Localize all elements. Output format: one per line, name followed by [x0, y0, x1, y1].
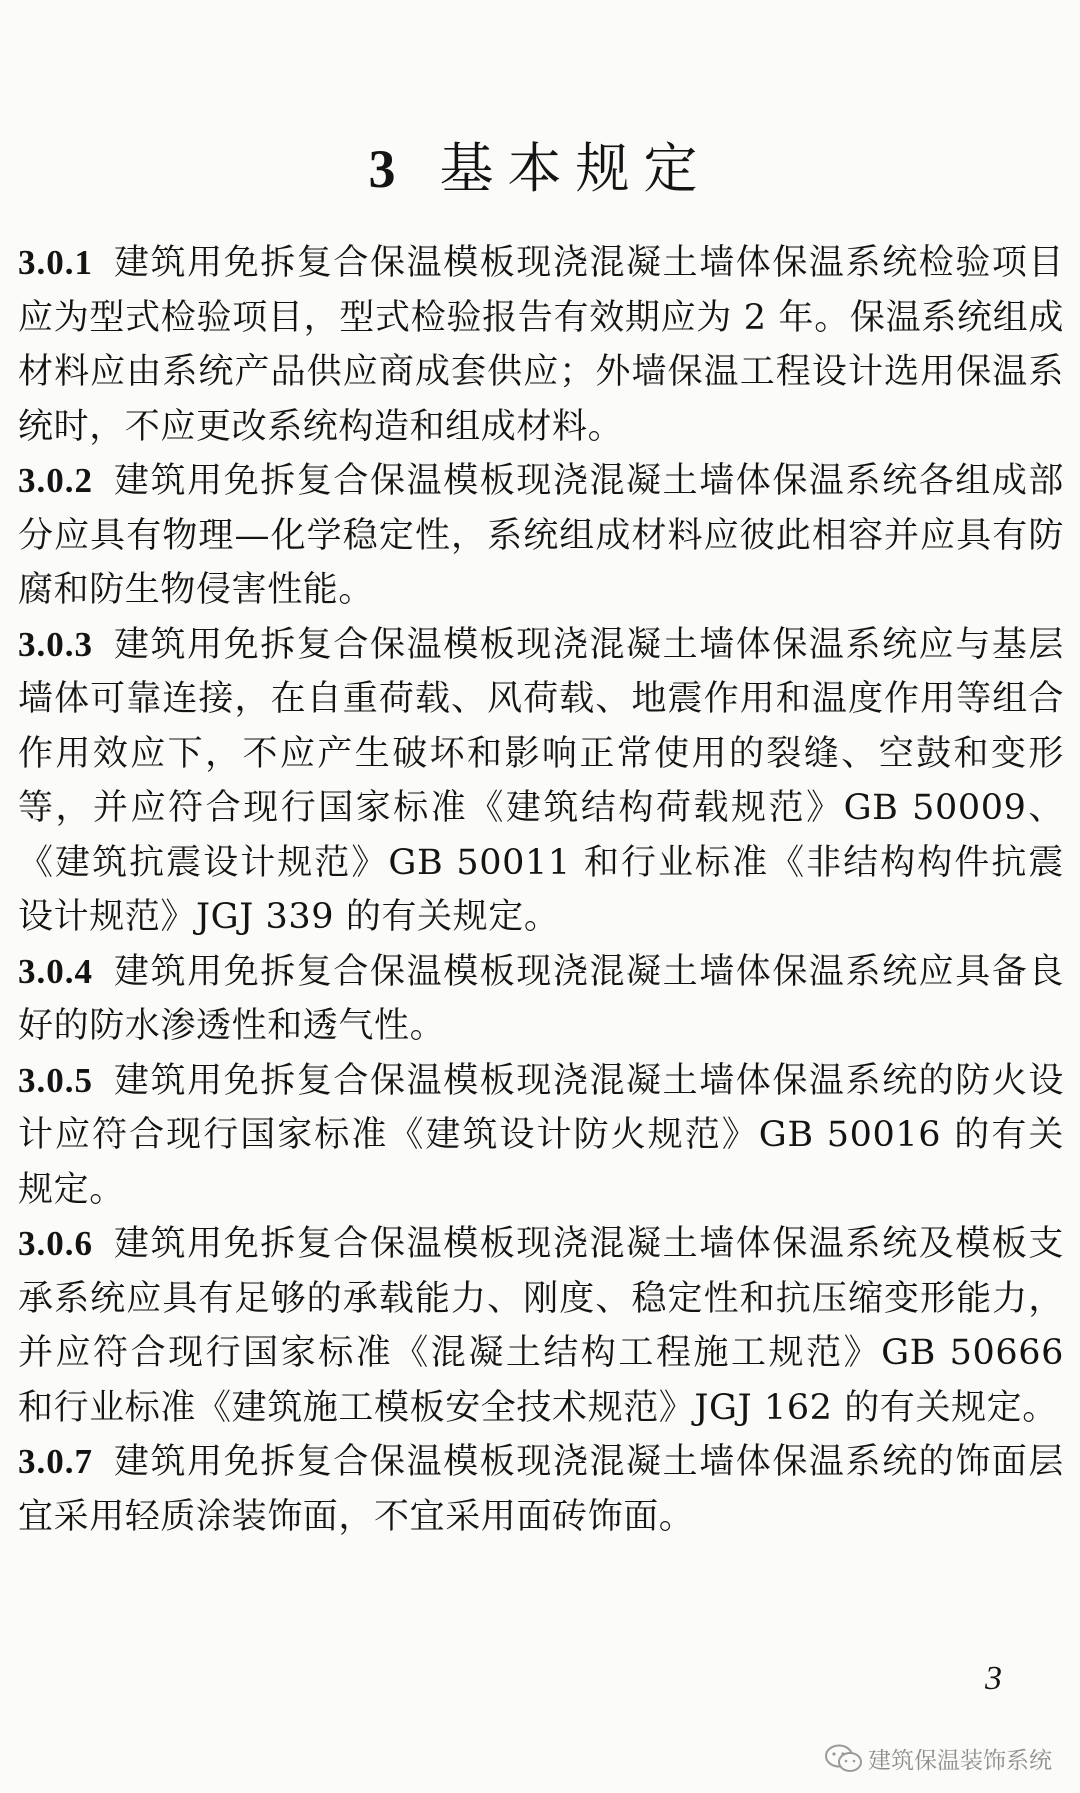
- watermark-text: 建筑保温装饰系统: [868, 1748, 1052, 1774]
- clause-text: 建筑用免拆复合保温模板现浇混凝土墙体保温系统及模板支承系统应具有足够的承载能力、刚度、稳定性和抗压缩变形能力，并应符合现行国家标准《混凝土结构工程施工规范》GB 50666 和行业标准《建筑施工模板安全技术规范》JGJ 162 的有关规定。: [18, 1224, 1064, 1428]
- clause-3-0-2: [18, 454, 1064, 618]
- clause-number: 3.0.5: [18, 1060, 93, 1100]
- watermark: [824, 1742, 1052, 1775]
- clause-3-0-5: [18, 1054, 1064, 1218]
- clause-number: 3.0.7: [18, 1442, 93, 1481]
- clause-3-0-4: [18, 945, 1064, 1054]
- clause-text: 建筑用免拆复合保温模板现浇混凝土墙体保温系统的防火设计应符合现行国家标准《建筑设计防火规范》GB 50016 的有关规定。: [18, 1060, 1064, 1210]
- clause-number: 3.0.3: [18, 624, 93, 664]
- clause-text: 建筑用免拆复合保温模板现浇混凝土墙体保温系统各组成部分应具有物理—化学稳定性，系统组成材料应彼此相容并应具有防腐和防生物侵害性能。: [18, 461, 1064, 610]
- clause-text: 建筑用免拆复合保温模板现浇混凝土墙体保温系统检验项目应为型式检验项目，型式检验报告有效期应为 2 年。保温系统组成材料应由系统产品供应商成套供应；外墙保温工程设计选用保温系统时，不应更改系统构造和组成材料。: [18, 243, 1064, 447]
- clause-3-0-1: [18, 236, 1064, 454]
- clause-number: 3.0.4: [18, 951, 93, 991]
- clause-text: 建筑用免拆复合保温模板现浇混凝土墙体保温系统应具备良好的防水渗透性和透气性。: [18, 951, 1064, 1046]
- clause-3-0-6: [18, 1217, 1064, 1435]
- chapter-heading: 基本规定: [439, 137, 712, 201]
- clause-3-0-7: [18, 1435, 1064, 1544]
- page-number: 3: [985, 1660, 1002, 1697]
- clause-3-0-3: [18, 618, 1064, 945]
- clause-text: 建筑用免拆复合保温模板现浇混凝土墙体保温系统的饰面层宜采用轻质涂装饰面，不宜采用面砖饰面。: [18, 1442, 1064, 1537]
- clause-number: 3.0.6: [18, 1224, 93, 1263]
- clause-text: 建筑用免拆复合保温模板现浇混凝土墙体保温系统应与基层墙体可靠连接，在自重荷载、风荷载、地震作用和温度作用等组合作用效应下，不应产生破坏和影响正常使用的裂缝、空鼓和变形等，并应符合现行国家标准《建筑结构荷载规范》GB 50009、《建筑抗震设计规范》GB 50011 和行业标准《非结构构件抗震设计规范》JGJ 339 的有关规定。: [18, 624, 1064, 937]
- clause-number: 3.0.2: [18, 461, 93, 500]
- chapter-number: 3: [368, 139, 410, 200]
- chapter-title: [0, 134, 1080, 204]
- wechat-icon: [824, 1743, 864, 1775]
- clause-number: 3.0.1: [18, 243, 93, 282]
- clause-list: [18, 236, 1064, 1544]
